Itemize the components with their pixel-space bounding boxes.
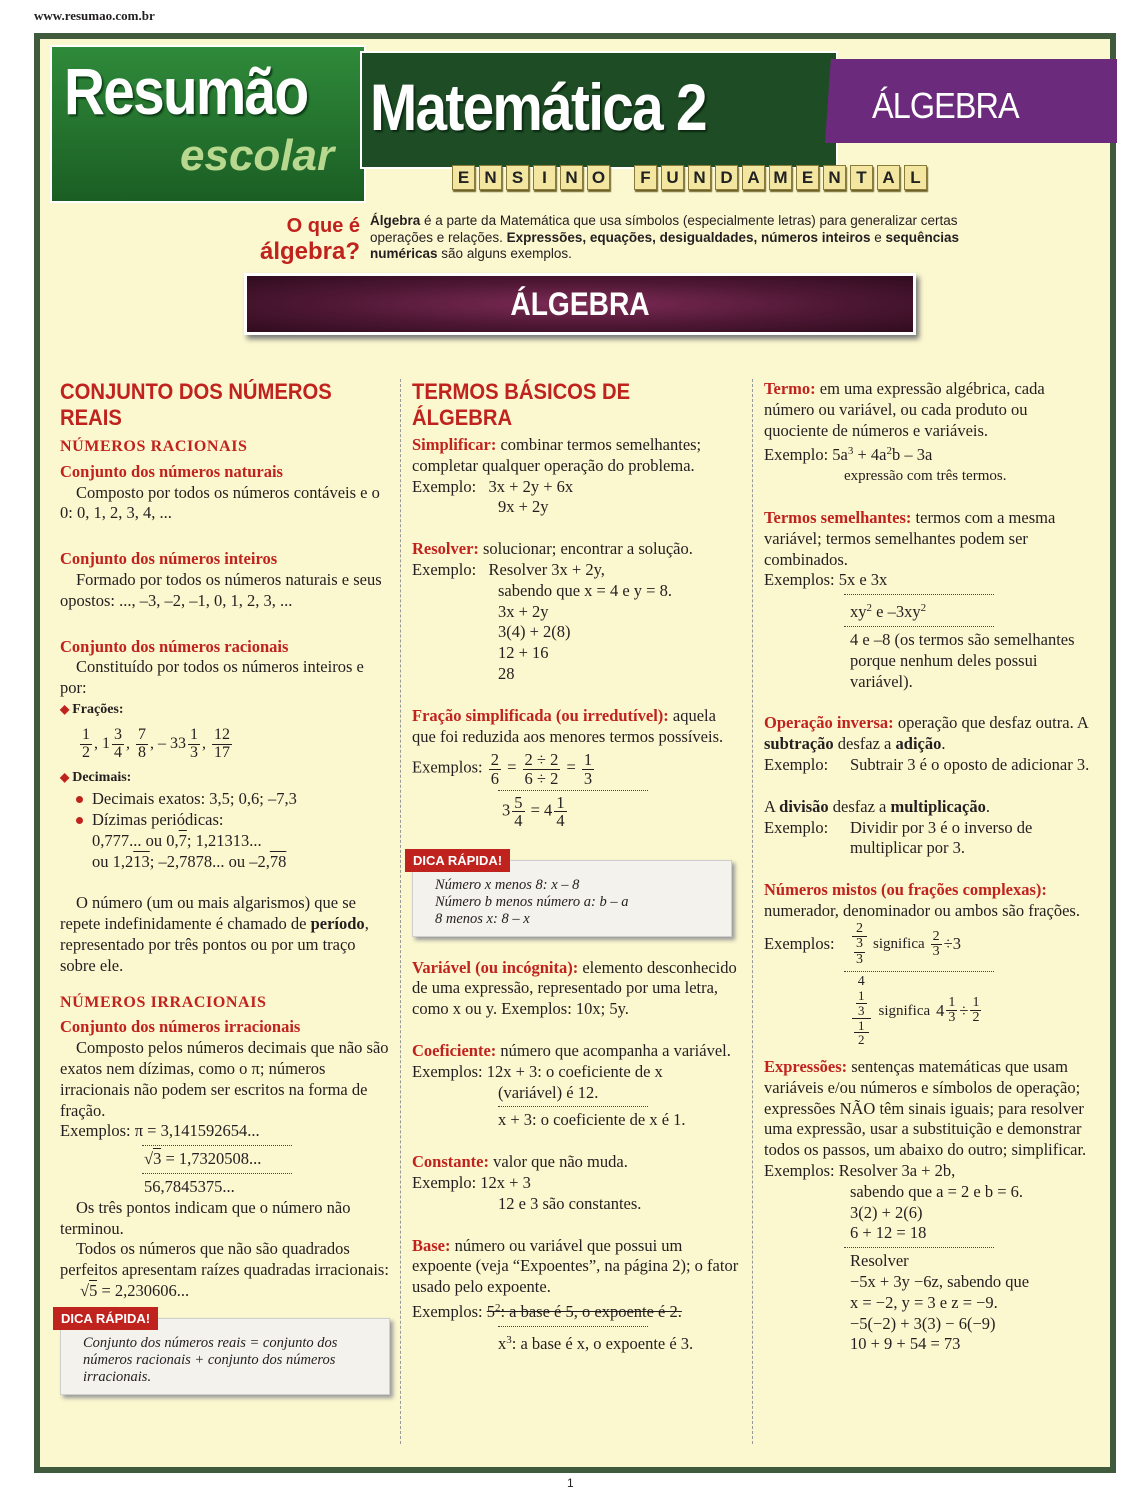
letter-tile: A [877, 165, 900, 190]
subheading: Conjunto dos números inteiros [60, 549, 278, 569]
letter-tile: E [796, 165, 819, 190]
letter-tile: F [634, 165, 657, 190]
example: 4 e –8 (os termos são semelhantes porque nenhum deles possui variável). [850, 629, 1075, 691]
tip-box: DICA RÁPIDA! Número x menos 8: x – 8 Número b menos número a: b – a 8 menos x: 8 – x [412, 860, 732, 937]
bullet-label: ◆ Decimais: [60, 767, 390, 789]
example: Exemplo: $5a^3 + 4a^2b - 3a$ [764, 445, 933, 465]
list-item: Dízimas periódicas: [60, 810, 390, 831]
subheading: Conjunto dos números naturais [60, 461, 283, 481]
letter-tile: S [506, 165, 529, 190]
example: 3(4) + 2(8) [498, 622, 571, 642]
intro-question: O que é álgebra? [259, 215, 360, 265]
column-divider [752, 379, 753, 1444]
page-number: 1 [567, 1476, 574, 1490]
section-title: TERMOS BÁSICOS DE ÁLGEBRA [412, 379, 631, 430]
subheading: NÚMEROS IRRACIONAIS [60, 993, 267, 1011]
definition: Simplificar: combinar termos semelhantes; completar qualquer operação do problema. [412, 435, 702, 475]
logo [50, 45, 366, 203]
definition: A divisão desfaz a multiplicação. [764, 796, 990, 816]
example: Exemplo: 3x + 2y + 6x [412, 476, 574, 496]
letter-tile: N [688, 165, 711, 190]
example: sabendo que x = 4 e y = 8. [498, 580, 672, 600]
subheading: Conjunto dos números racionais [60, 636, 289, 656]
example: x + 3: o coeficiente de x é 1. [498, 1110, 686, 1130]
column-termos [412, 379, 742, 1355]
example: 10 + 9 + 54 = 73 [850, 1334, 961, 1354]
definition: Operação inversa: operação que desfaz outra. A subtração desfaz a adição. [764, 713, 1088, 754]
paragraph: Os três pontos indicam que o número não terminou. [60, 1197, 351, 1238]
example: $xy^2$ e $-3xy^2$ [850, 602, 927, 622]
subject-label: ÁLGEBRA [872, 85, 1019, 126]
definition: Base: número ou variável que possui um expoente (veja “Expoentes”, na página 2); o fator usado pelo expoente. [412, 1235, 739, 1297]
logo-main: Resumão [64, 54, 308, 128]
definition: Termo: em uma expressão algébrica, cada número ou variável, ou cada produto ou quociente de números e variáveis. [764, 379, 1045, 440]
example: −5(−2) + 3(3) − 6(−9) [850, 1313, 996, 1333]
letter-tile: N [479, 165, 502, 190]
definition: Coeficiente: número que acompanha a variável. [412, 1041, 731, 1060]
section-title: CONJUNTO DOS NÚMEROS REAIS [60, 379, 332, 430]
level-tiles [452, 165, 927, 190]
example: Exemplo: 12x + 3 [412, 1172, 531, 1192]
example: 9x + 2y [498, 497, 549, 517]
definition: Termos semelhantes: termos com a mesma variável; termos semelhantes podem ser combinados. [764, 507, 1056, 569]
logo-sub: escolar [180, 131, 335, 180]
paragraph: Composto pelos números decimais que não são exatos nem dízimas, como o π; números irracionais não podem ser escritos na forma de fração. [60, 1038, 389, 1120]
example: x = −2, y = 3 e z = −9. [850, 1292, 998, 1312]
letter-tile: M [769, 165, 792, 190]
letter-tile: O [587, 165, 610, 190]
letter-tile: T [850, 165, 873, 190]
example: Exemplos: $5^2$: a base é 5, o expoente é 2. [412, 1301, 682, 1321]
bullet-label: ◆ Frações: [60, 699, 390, 721]
example: Exemplo: Dividir por 3 é o inverso de multiplicar por 3. [764, 817, 1033, 858]
example: $x^3$: a base é x, o expoente é 3. [498, 1333, 694, 1353]
definition: Constante: valor que não muda. [412, 1152, 628, 1172]
letter-tile: N [823, 165, 846, 190]
example: 28 [498, 663, 515, 683]
letter-tile: N [560, 165, 583, 190]
definition: Números mistos (ou frações complexas): numerador, denominador ou ambos são frações. [764, 880, 1080, 920]
example: (variável) é 12. [498, 1082, 599, 1102]
definition: Fração simplificada (ou irredutível): aquela que foi reduzida aos menores termos possíveis. [412, 705, 724, 746]
fraction-examples: $\frac{1}{2}$ , 1 $\frac{3}{4}$ , $\frac{7}{8}$ , – 33 $\frac{1}{3}$ , $\frac{12}{17}$ [82, 725, 230, 761]
column-reais [60, 379, 390, 1395]
tip-label: DICA RÁPIDA! [405, 849, 510, 872]
letter-tile: I [533, 165, 556, 190]
example: 12 e 3 são constantes. [498, 1193, 642, 1213]
page-title: Matemática 2 [370, 70, 706, 144]
list-item-cont: ou 1,213; –2,7878... ou –2,78 [92, 851, 287, 871]
column-divider [400, 379, 401, 1444]
example: sabendo que a = 2 e b = 6. [850, 1181, 1024, 1201]
example: −5x + 3y −6z, sabendo que [850, 1272, 1030, 1292]
example: 12 + 16 [498, 643, 549, 663]
example: √5 = 2,230606... [80, 1280, 190, 1300]
letter-tile: A [742, 165, 765, 190]
example: √3 = 1,7320508... [144, 1149, 262, 1169]
definition: Variável (ou incógnita): elemento desconhecido de uma expressão, representado por uma letra, como x ou y. Exemplos: 10x; 5y. [412, 957, 737, 1019]
column-termos-cont [764, 379, 1094, 1355]
example: Exemplos: $\frac{2}{6}$ = $\frac{2 \div 2}{6 \div 2}$ = $\frac{1}{3}$ [412, 750, 593, 788]
letter-tile: E [452, 165, 475, 190]
example: 56,7845375... [144, 1176, 235, 1196]
intro-text: Álgebra é a parte da Matemática que usa símbolos (especialmente letras) para generalizar certas operações e relações. Expressões, equações, desigualdades, números inteiros e sequências numéricas são alguns exemplos. [370, 213, 960, 261]
example: Exemplo: Subtrair 3 é o oposto de adicionar 3. [764, 754, 1090, 774]
example: Exemplos: 12x + 3: o coeficiente de x [412, 1061, 663, 1081]
definition: Resolver: solucionar; encontrar a solução. [412, 539, 693, 559]
example: Exemplos: π = 3,141592654... [60, 1121, 260, 1141]
example: Exemplo: Resolver 3x + 2y, [412, 559, 605, 579]
tip-label: DICA RÁPIDA! [53, 1307, 158, 1330]
letter-tile [614, 165, 630, 186]
list-item: Decimais exatos: 3,5; 0,6; –7,3 [60, 789, 390, 810]
paragraph: Composto por todos os números contáveis e o 0: 0, 1, 2, 3, 4, ... [60, 482, 380, 523]
letter-tile: U [661, 165, 684, 190]
definition: Expressões: sentenças matemáticas que usam variáveis e/ou números e símbolos de operação; expressões NÃO têm sinais iguais; para resolver uma expressão, usar a substituição e demonstrar todos os passos, um abaixo do outro; simplificar. [764, 1057, 1087, 1160]
letter-tile: L [904, 165, 927, 190]
tip-box: DICA RÁPIDA! Conjunto dos números reais = conjunto dos números racionais + conjunto dos números irracionais. [60, 1318, 390, 1395]
site-url: www.resumao.com.br [34, 8, 155, 23]
list-item-cont: 0,777... ou 0,7; 1,21313... [92, 830, 262, 850]
paragraph: Todos os números que não são quadrados perfeitos apresentam raízes quadradas irracionais: [60, 1239, 389, 1280]
subheading: NÚMEROS RACIONAIS [60, 438, 248, 455]
paragraph: Constituído por todos os números inteiros e por: [60, 657, 364, 698]
paragraph: Formado por todos os números naturais e seus opostos: ..., –3, –2, –1, 0, 1, 2, 3, ... [60, 569, 382, 610]
example: expressão com três termos. [844, 468, 1007, 485]
sheet [34, 33, 1116, 1473]
subheading: Conjunto dos números irracionais [60, 1017, 301, 1037]
letter-tile: D [715, 165, 738, 190]
example: 3x + 2y [498, 601, 549, 621]
example: Exemplos: 5x e 3x [764, 570, 888, 590]
example: 6 + 12 = 18 [850, 1223, 927, 1243]
example: 3(2) + 2(6) [850, 1202, 923, 1222]
example: Exemplos: Resolver 3a + 2b, [764, 1161, 956, 1181]
paragraph: O número (um ou mais algarismos) que se repete indefinidamente é chamado de período, representado por três pontos ou por um traço sobre ele. [60, 893, 369, 975]
section-banner: ÁLGEBRA [244, 273, 916, 335]
example: Resolver [850, 1251, 909, 1271]
example: 4 1 3 1 2 significa 4 $\frac{1}{3}$ ÷ $\frac{1}{2}$ [764, 975, 1094, 1047]
example: 3 $\frac{5}{4}$ = 4 $\frac{1}{4}$ [502, 792, 565, 831]
example: Exemplos: 2 3 3 significa $\frac{2}{3}$ ÷3 [764, 920, 961, 968]
